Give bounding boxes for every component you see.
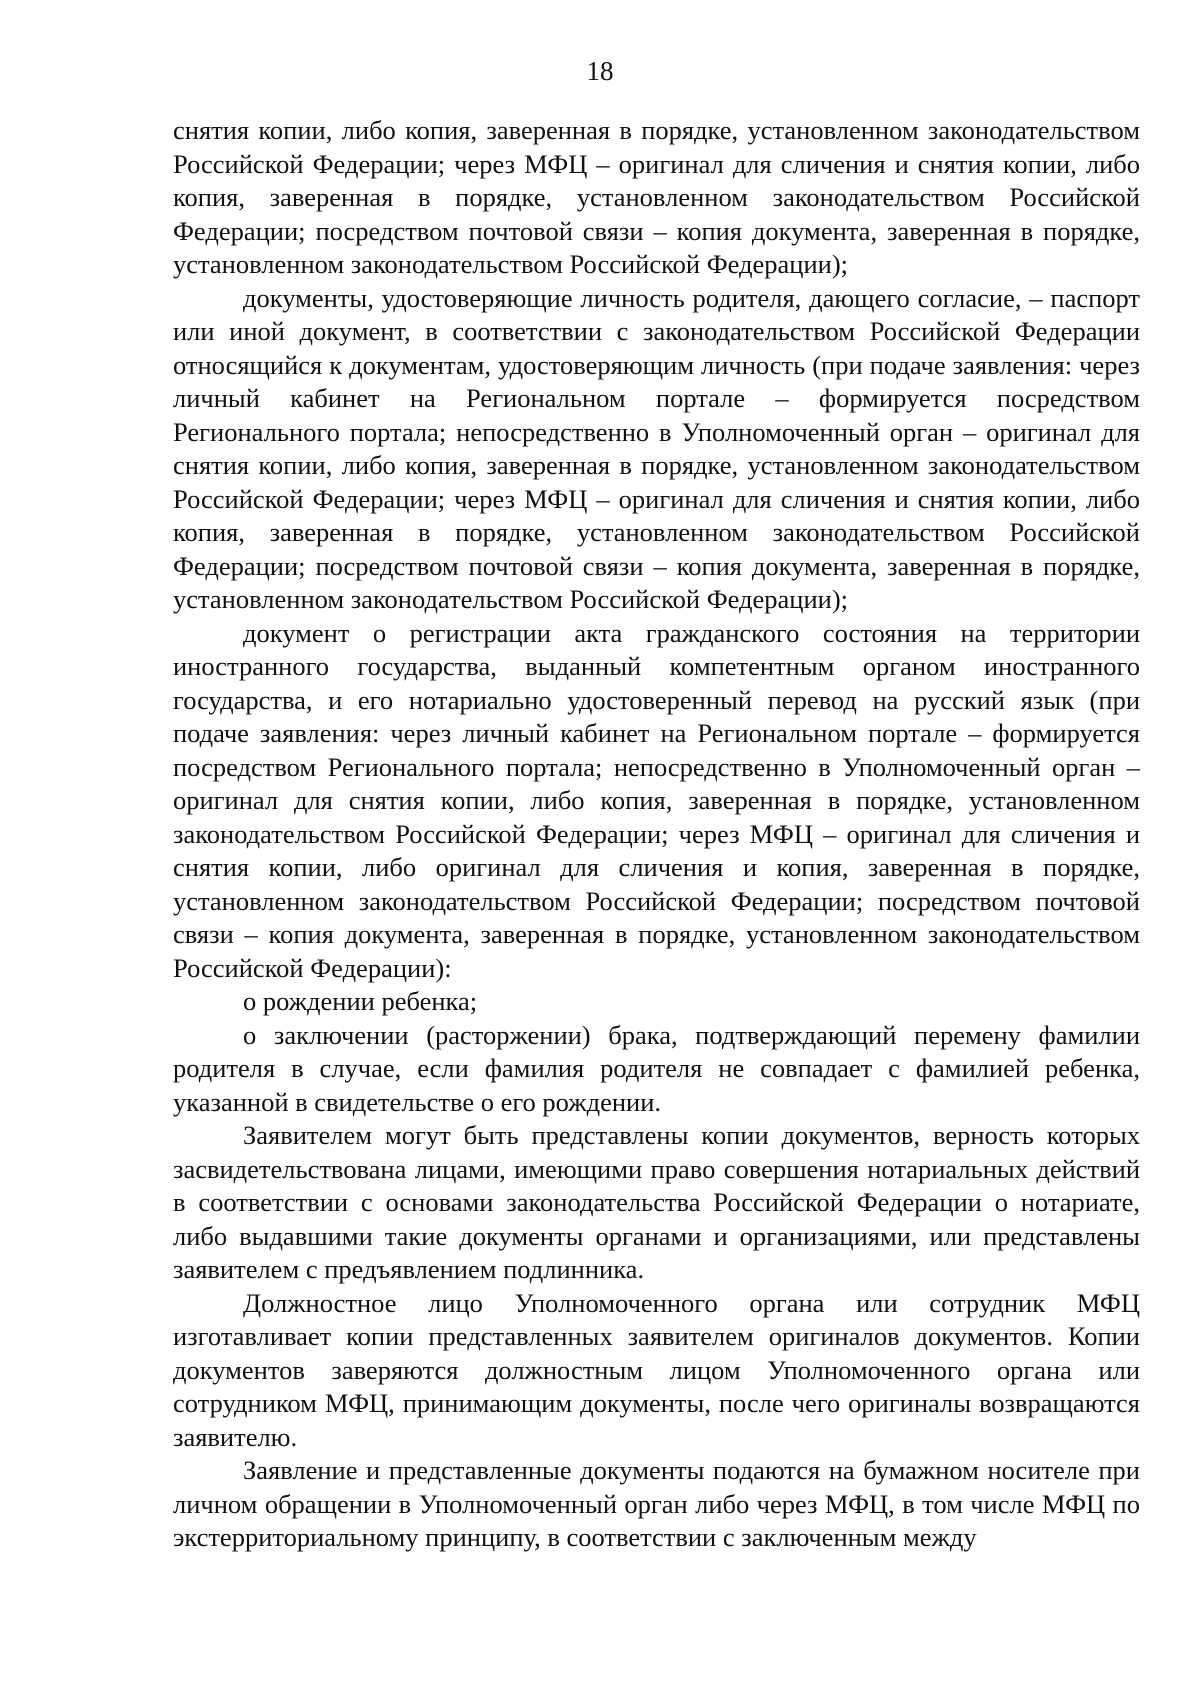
list-item-marriage: о заключении (расторжении) брака, подтверждающий перемену фамилии родителя в случае, если фамилия родителя не совпадает с фамилией ребенка, указанной в свидетельстве о его рождении. xyxy=(173,1019,1140,1117)
page-number: 18 xyxy=(586,56,614,86)
paragraph-continuation: снятия копии, либо копия, заверенная в порядке, установленном законодательством Российской Федерации; через МФЦ – оригинал для сличения и снятия копии, либо копия, заверенная в порядке, установленном законодательством Российской Федерации; посредством почтовой связи – копия документа, заверенная в порядке, установленном законодательством Российской Федерации); xyxy=(173,115,1140,279)
paragraph-parent-identity-documents: документы, удостоверяющие личность родителя, дающего согласие, – паспорт или иной документ, в соответствии с законодательством Российской Федерации относящийся к документам, удостоверяющим личность (при подаче заявления: через личный кабинет на Региональном портале – формируется посредством Регионального портала; непосредственно в Уполномоченный орган – оригинал для снятия копии, либо копия, заверенная в порядке, установленном законодательством Российской Федерации; через МФЦ – оригинал для сличения и снятия копии, либо копия, заверенная в порядке, установленном законодательством Российской Федерации; посредством почтовой связи – копия документа, заверенная в порядке, установленном законодательством Российской Федерации); xyxy=(173,282,1140,614)
document-body xyxy=(173,114,1140,1555)
paragraph-foreign-civil-registration: документ о регистрации акта гражданского состояния на территории иностранного государства, выданный компетентным органом иностранного государства, и его нотариально удостоверенный перевод на русский язык (при подаче заявления: через личный кабинет на Региональном портале – формируется посредством Регионального портала; непосредственно в Уполномоченный орган – оригинал для снятия копии, либо копия, заверенная в порядке, установленном законодательством Российской Федерации; через МФЦ – оригинал для сличения и снятия копии, либо оригинал для сличения и копия, заверенная в порядке, установленном законодательством Российской Федерации; посредством почтовой связи – копия документа, заверенная в порядке, установленном законодательством Российской Федерации): xyxy=(173,617,1140,983)
paragraph-certified-copies: Заявителем могут быть представлены копии документов, верность которых засвидетельствована лицами, имеющими право совершения нотариальных действий в соответствии с основами законодательства Российской Федерации о нотариате, либо выдавшими такие документы органами и организациями, или представлены заявителем с предъявлением подлинника. xyxy=(173,1120,1140,1284)
paragraph-submission: Заявление и представленные документы подаются на бумажном носителе при личном обращении в Уполномоченный орган либо через МФЦ, в том числе МФЦ по экстерриториальному принципу, в соответствии с заключенным между xyxy=(173,1455,1140,1552)
list-item-birth: о рождении ребенка; xyxy=(243,986,478,1016)
paragraph-copies-production: Должностное лицо Уполномоченного органа или сотрудник МФЦ изготавливает копии представленных заявителем оригиналов документов. Копии документов заверяются должностным лицом Уполномоченного органа или сотрудником МФЦ, принимающим документы, после чего оригиналы возвращаются заявителю. xyxy=(173,1287,1140,1452)
